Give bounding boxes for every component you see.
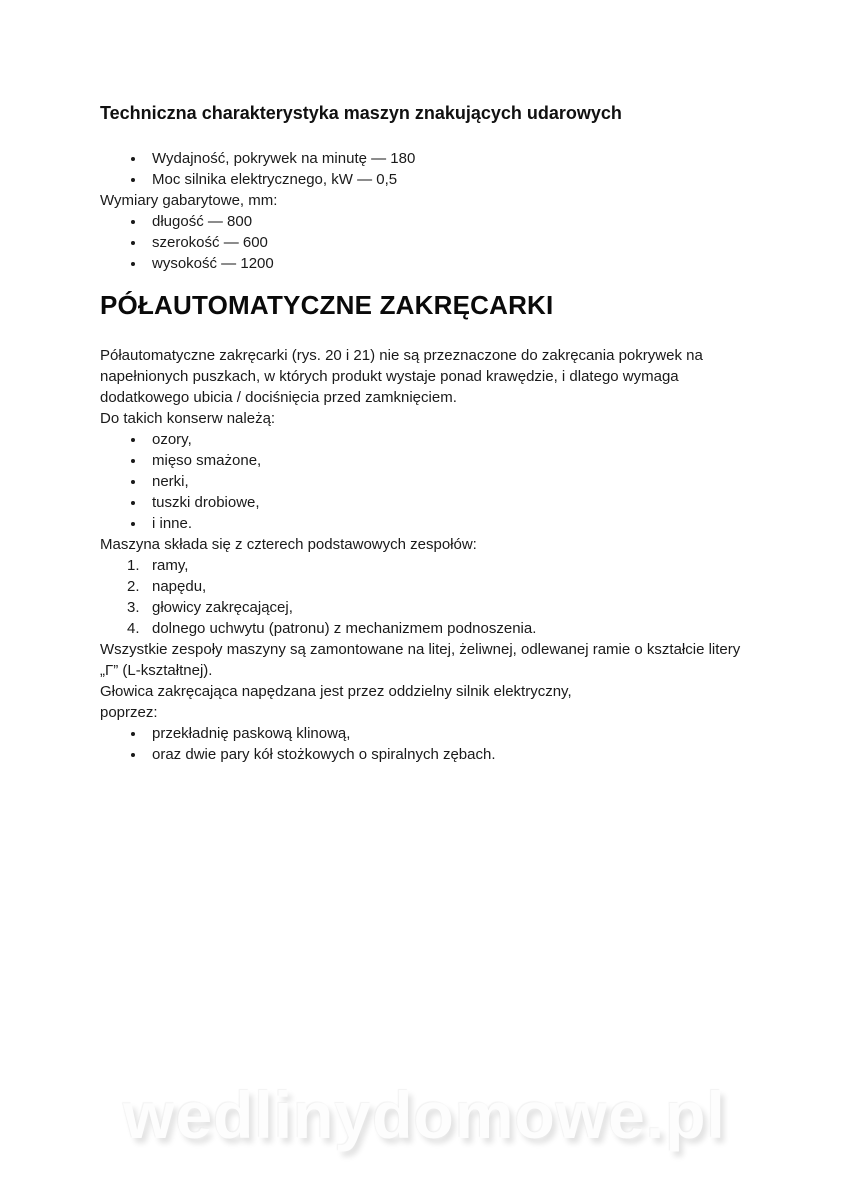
dimensions-label: Wymiary gabarytowe, mm: <box>100 192 278 209</box>
intro-paragraph: Półautomatyczne zakręcarki (rys. 20 i 21) nie są przeznaczone do zakręcania pokrywek na napełnionych puszkach, w których produkt wystaje ponad krawędzie, i dlatego wymaga dodatkowego ubicia / dociśnięcia przed zamknięciem. <box>100 347 703 406</box>
list-item: napędu, <box>152 578 207 595</box>
list-item: Wydajność, pokrywek na minutę — 180 <box>100 148 762 169</box>
list-item: tuszki drobiowe, <box>100 492 762 513</box>
frame-paragraph: Wszystkie zespoły maszyny są zamontowane na litej, żeliwnej, odlewanej ramie o kształcie litery „Γ” (L-kształtnej). <box>100 641 741 679</box>
drive-paragraph-line1: Głowica zakręcająca napędzana jest przez oddzielny silnik elektryczny, <box>100 683 572 700</box>
list-item: głowicy zakręcającej, <box>152 599 293 616</box>
list-item: mięso smażone, <box>100 450 762 471</box>
doc-title: Techniczna charakterystyka maszyn znakujących udarowych <box>100 103 622 123</box>
list-item: Moc silnika elektrycznego, kW — 0,5 <box>100 169 762 190</box>
document-content <box>100 103 762 765</box>
section-heading: PÓŁAUTOMATYCZNE ZAKRĘCARKI <box>100 290 554 320</box>
dimensions-list <box>100 211 762 274</box>
list-item: i inne. <box>100 513 762 534</box>
assemblies-label: Maszyna składa się z czterech podstawowych zespołów: <box>100 536 477 553</box>
site-watermark: wedlinydomowe.pl <box>123 1078 726 1152</box>
list-item: nerki, <box>100 471 762 492</box>
conserves-label: Do takich konserw należą: <box>100 410 276 427</box>
drive-paragraph-line2: poprzez: <box>100 704 158 721</box>
list-item: dolnego uchwytu (patronu) z mechanizmem podnoszenia. <box>152 620 537 637</box>
specs-list <box>100 148 762 190</box>
conserves-list <box>100 429 762 534</box>
drive-list <box>100 723 762 765</box>
list-item: ramy, <box>152 557 189 574</box>
list-item: długość — 800 <box>100 211 762 232</box>
list-item: szerokość — 600 <box>100 232 762 253</box>
list-item: oraz dwie pary kół stożkowych o spiralnych zębach. <box>100 744 762 765</box>
list-item: wysokość — 1200 <box>100 253 762 274</box>
list-item: przekładnię paskową klinową, <box>100 723 762 744</box>
assemblies-list <box>100 555 762 639</box>
list-item: ozory, <box>100 429 762 450</box>
